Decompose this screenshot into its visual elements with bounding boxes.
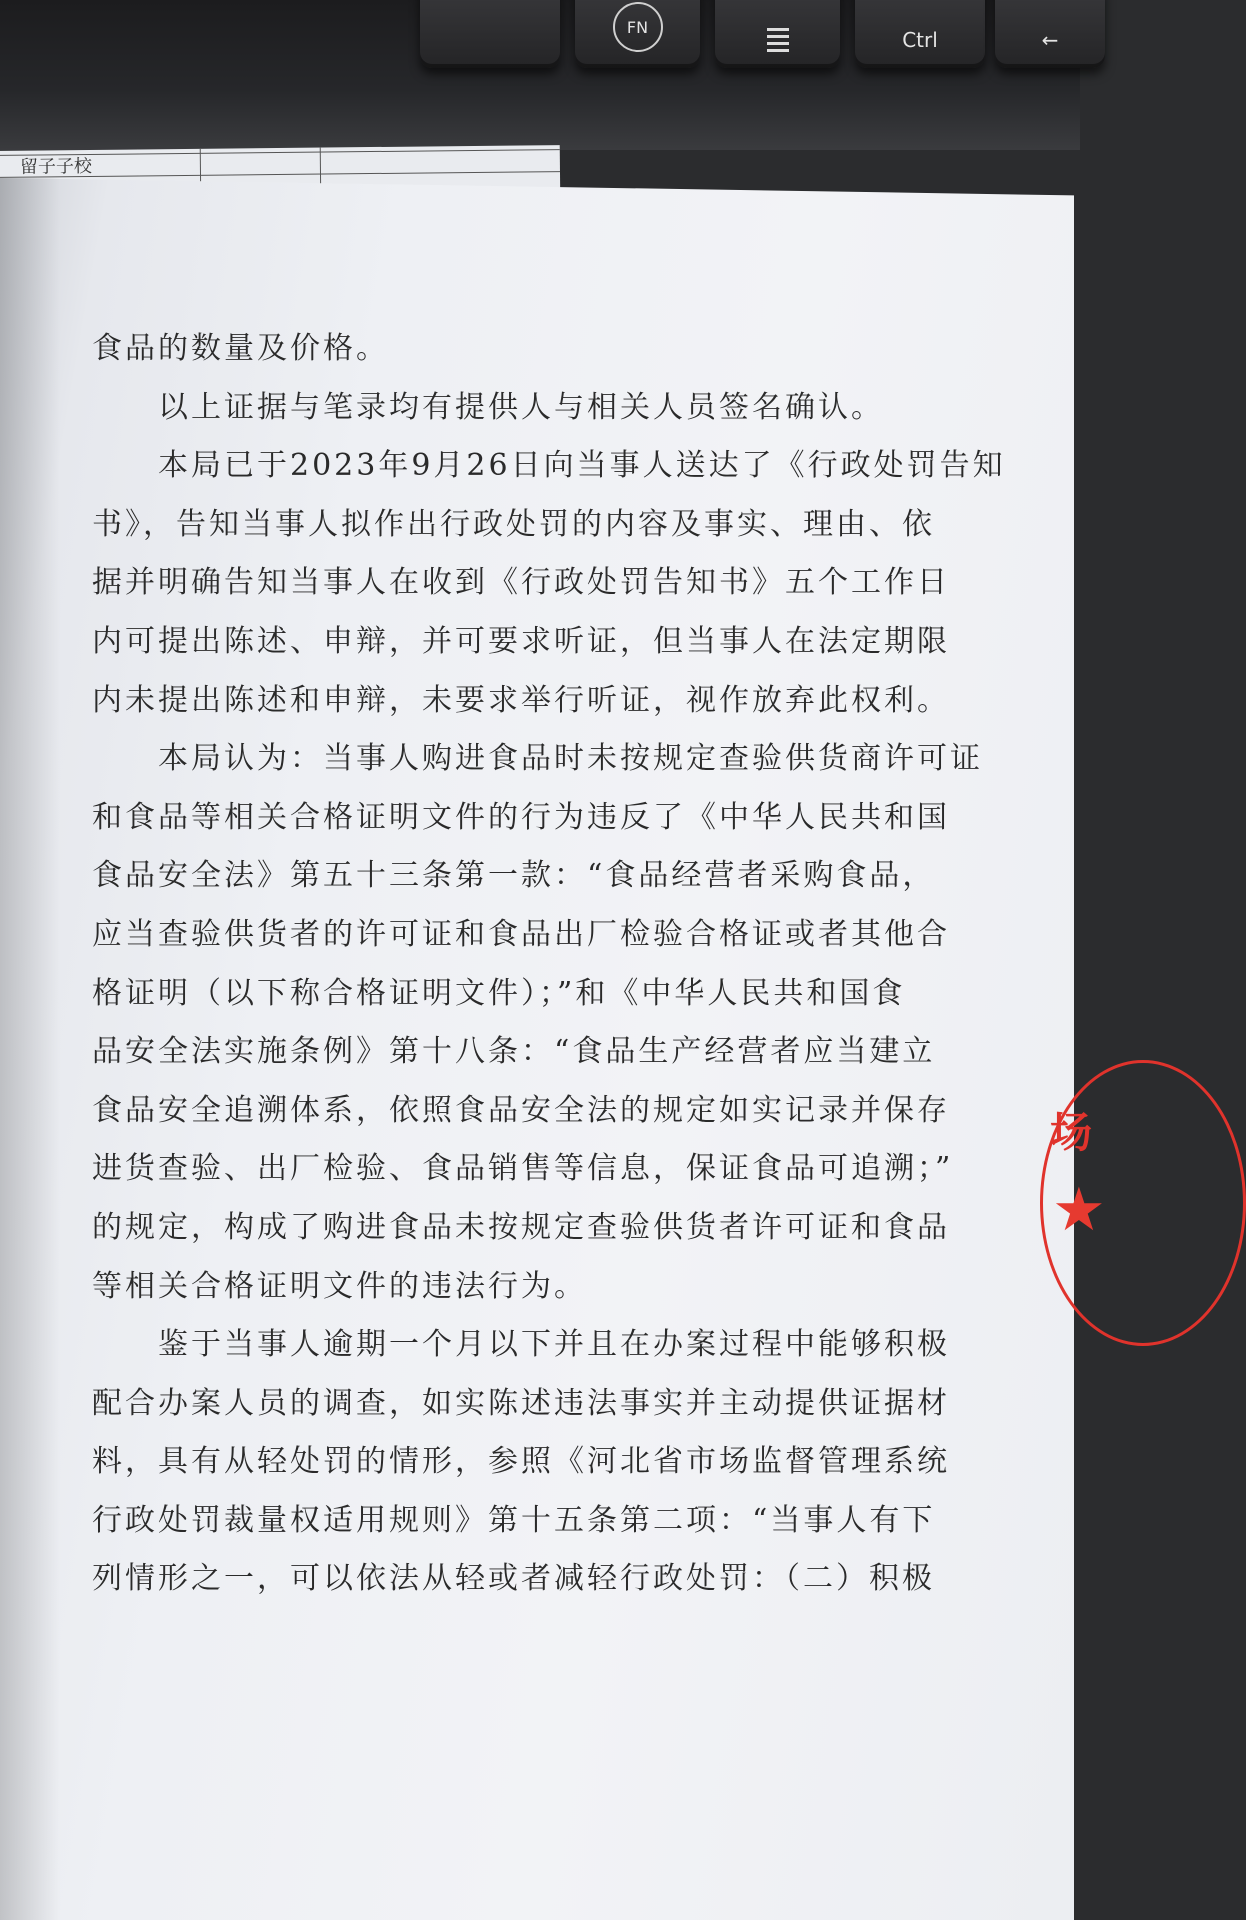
text-line: 书》，告知当事人拟作出行政处罚的内容及事实、理由、依	[92, 506, 935, 542]
key-blank[interactable]	[420, 0, 560, 68]
text-line: 格证明（以下称合格证明文件）；”和《中华人民共和国食	[92, 975, 906, 1011]
under-row-1: 留子子校	[19, 155, 93, 178]
text-line: 食品安全法》第五十三条第一款：“食品经营者采购食品，	[92, 858, 936, 894]
text-line: 据并明确告知当事人在收到《行政处罚告知书》五个工作日	[92, 565, 950, 601]
page-shadow	[0, 178, 60, 1920]
text-line: 和食品等相关合格证明文件的行为违反了《中华人民共和国	[92, 799, 950, 835]
menu-icon	[767, 26, 789, 52]
text-line: 配合办案人员的调查，如实陈述违法事实并主动提供证据材	[92, 1385, 950, 1421]
text-line: 品安全法实施条例》第十八条：“食品生产经营者应当建立	[92, 1034, 936, 1070]
text-line: 食品安全追溯体系，依照食品安全法的规定如实记录并保存	[92, 1092, 950, 1128]
ctrl-key[interactable]	[855, 0, 985, 68]
text-line: 本局认为：当事人购进食品时未按规定查验供货商许可证	[92, 741, 983, 777]
text-line: 进货查验、出厂检验、食品销售等信息，保证食品可追溯；”	[92, 1151, 954, 1187]
document-body	[92, 320, 1006, 1609]
seal-text: 场	[1050, 1108, 1093, 1157]
arrow-left-icon: ←	[1041, 28, 1059, 52]
text-line: 料，具有从轻处罚的情形，参照《河北省市场监督管理系统	[92, 1444, 950, 1480]
text-line: 内未提出陈述和申辩，未要求举行听证，视作放弃此权利。	[92, 682, 950, 718]
text-line: 列情形之一，可以依法从轻或者减轻行政处罚：（二）积极	[92, 1561, 935, 1597]
text-line: 内可提出陈述、申辩，并可要求听证，但当事人在法定期限	[92, 623, 950, 659]
fn-key[interactable]	[575, 0, 700, 68]
text-line: 应当查验供货者的许可证和食品出厂检验合格证或者其他合	[92, 916, 950, 952]
menu-key[interactable]	[715, 0, 840, 68]
text-line: 食品的数量及价格。	[92, 331, 389, 366]
text-line: 的规定，构成了购进食品未按规定查验供货者许可证和食品	[92, 1209, 950, 1245]
text-line: 行政处罚裁量权适用规则》第十五条第二项：“当事人有下	[92, 1502, 936, 1538]
text-line: 等相关合格证明文件的违法行为。	[92, 1268, 587, 1304]
ctrl-key-label: Ctrl	[902, 28, 938, 52]
keyboard	[0, 0, 1080, 150]
fn-key-label: FN	[613, 2, 663, 52]
seal-star-icon: ★	[1052, 1175, 1106, 1245]
text-line: 本局已于2023年9月26日向当事人送达了《行政处罚告知	[92, 448, 1006, 484]
arrow-key[interactable]	[995, 0, 1105, 68]
text-line: 鉴于当事人逾期一个月以下并且在办案过程中能够积极	[92, 1327, 950, 1363]
text-line: 以上证据与笔录均有提供人与相关人员签名确认。	[92, 389, 884, 425]
